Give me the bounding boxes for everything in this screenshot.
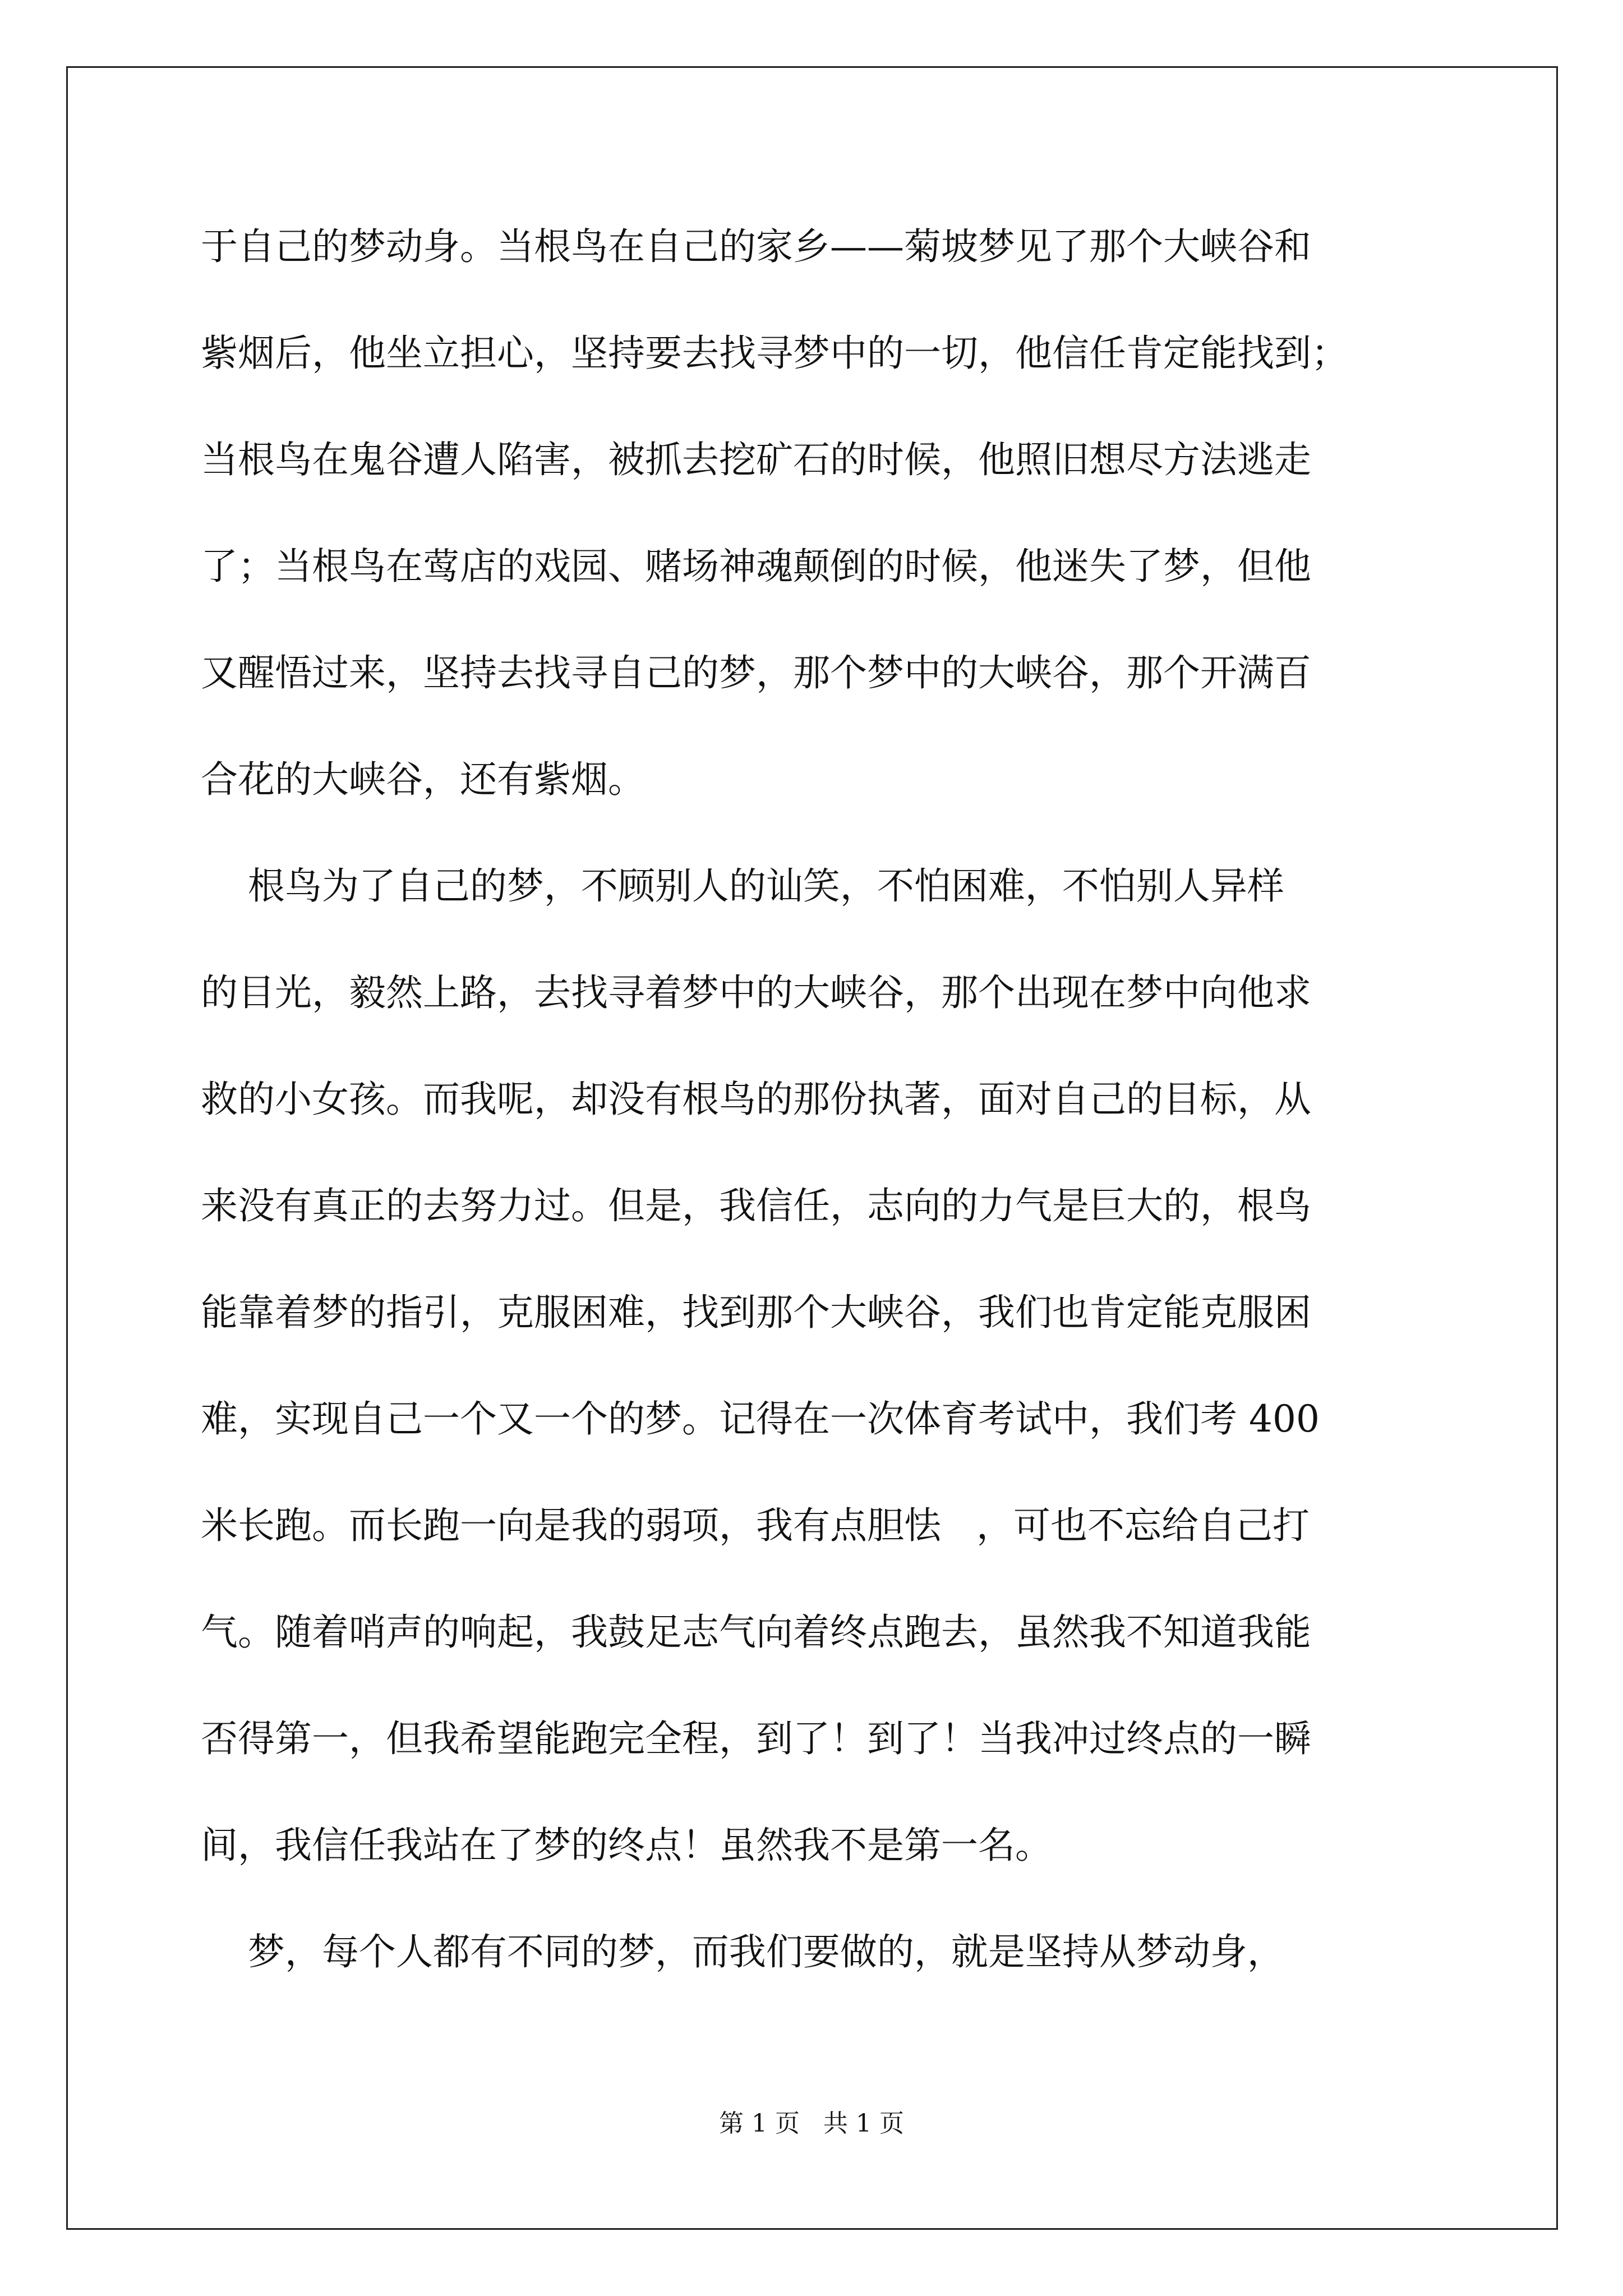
text-line-14: 气。随着哨声的响起，我鼓足志气向着终点跑去，虽然我不知道我能: [201, 1611, 1311, 1654]
text-line-4: 了；当根鸟在莺店的戏园、赌场神魂颠倒的时候，他迷失了梦，但他: [201, 545, 1311, 588]
text-line-13: 米长跑。而长跑一向是我的弱项，我有点胆怯 ，可也不忘给自己打: [201, 1504, 1310, 1547]
text-line-7: 根鸟为了自己的梦，不顾别人的讪笑，不怕困难，不怕别人异样: [201, 864, 1284, 908]
page-footer: 第 1 页 共 1 页: [719, 2109, 904, 2138]
text-line-12: 难，实现自己一个又一个的梦。记得在一次体育考试中，我们考 400: [201, 1397, 1320, 1441]
text-line-16: 间，我信任我站在了梦的终点！虽然我不是第一名。: [201, 1824, 1052, 1867]
text-line-15: 否得第一，但我希望能跑完全程，到了！到了！当我冲过终点的一瞬: [201, 1717, 1311, 1760]
text-line-6: 合花的大峡谷，还有紫烟。: [201, 758, 645, 801]
text-line-10: 来没有真正的去努力过。但是，我信任，志向的力气是巨大的，根鸟: [201, 1184, 1311, 1227]
page-border: [66, 66, 1558, 2230]
text-line-1: 于自己的梦动身。当根鸟在自己的家乡——菊坡梦见了那个大峡谷和: [201, 225, 1311, 268]
text-line-3: 当根鸟在鬼谷遭人陷害，被抓去挖矿石的时候，他照旧想尽方法逃走: [201, 438, 1311, 481]
text-line-8: 的目光，毅然上路，去找寻着梦中的大峡谷，那个出现在梦中向他求: [201, 971, 1311, 1014]
text-line-2: 紫烟后，他坐立担心，坚持要去找寻梦中的一切，他信任肯定能找到；: [201, 332, 1348, 375]
text-line-9: 救的小女孩。而我呢，却没有根鸟的那份执著，面对自己的目标，从: [201, 1078, 1311, 1121]
text-line-5: 又醒悟过来，坚持去找寻自己的梦，那个梦中的大峡谷，那个开满百: [201, 651, 1311, 694]
text-line-11: 能靠着梦的指引，克服困难，找到那个大峡谷，我们也肯定能克服困: [201, 1291, 1311, 1334]
text-line-17: 梦，每个人都有不同的梦，而我们要做的，就是坚持从梦动身，: [201, 1930, 1284, 1973]
